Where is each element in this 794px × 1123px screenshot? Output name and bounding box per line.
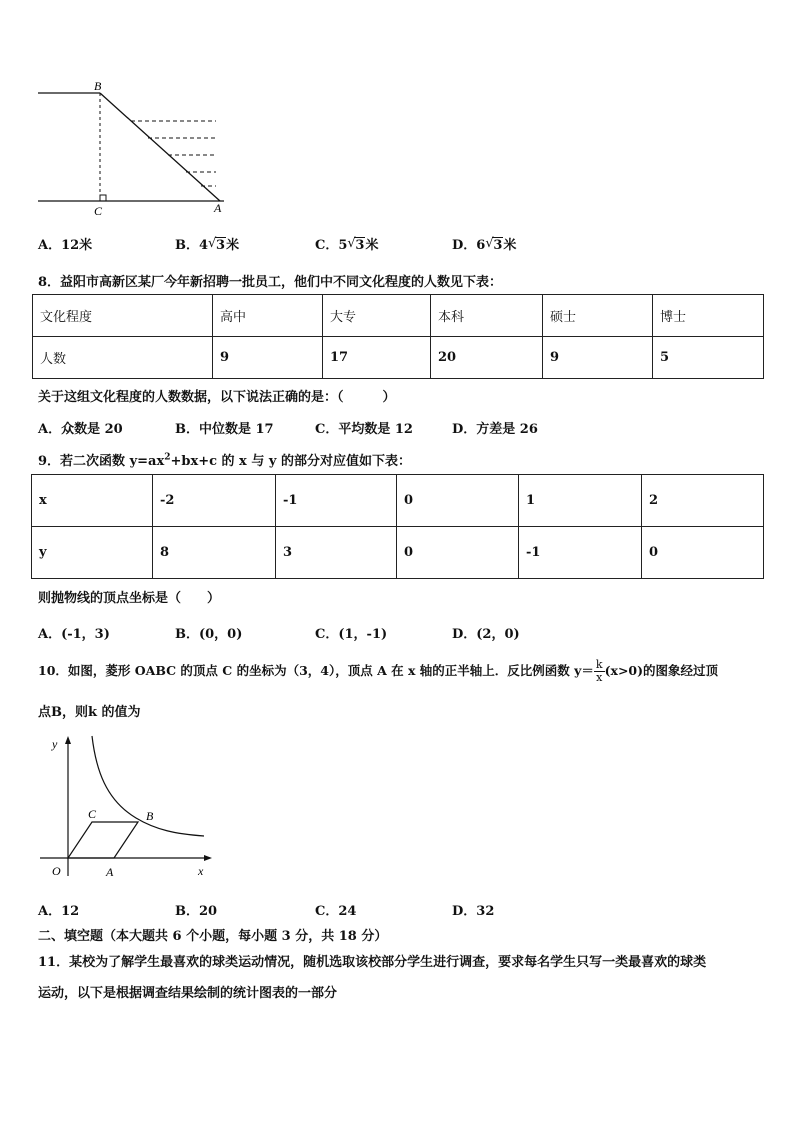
q9-x-cell: 0 — [397, 475, 519, 527]
q10-stem-line2: 点B，则k 的值为 — [38, 705, 141, 720]
q9-x-cell: -1 — [276, 475, 397, 527]
y-axis-arrow — [65, 736, 71, 744]
q10-stem: 10．如图，菱形 OABC 的顶点 C 的坐标为（3，4），顶点 A 在 x 轴的正半轴上．反比例函数 y＝ $\frac{k}{x}$ (x>0)的图象经过顶 — [38, 658, 719, 684]
q8-value-cell: 5 — [653, 337, 764, 379]
q9-y-cell: 8 — [153, 527, 276, 579]
section-2-heading: 二、填空题（本大题共 6 个小题，每小题 3 分，共 18 分） — [38, 929, 388, 944]
q9-question: 则抛物线的顶点坐标是（ ） — [38, 591, 221, 606]
q9-options — [38, 623, 758, 641]
label-A: A — [106, 865, 114, 879]
q9-option-a[interactable]: A．(-1，3) — [38, 627, 110, 642]
q9-y-cell: -1 — [519, 527, 642, 579]
q8-value-cell: 人数 — [33, 337, 213, 379]
x-axis-arrow — [204, 855, 212, 861]
q7-options — [38, 234, 758, 252]
q7-option-b[interactable]: B．4 √ 3米 — [175, 236, 240, 253]
label-C: C — [94, 204, 103, 218]
q10-option-c[interactable]: C．24 — [315, 904, 357, 919]
q8-value-cell: 20 — [431, 337, 543, 379]
q8-option-a[interactable]: A．众数是 20 — [38, 422, 123, 437]
label-y: y — [52, 737, 58, 751]
k-over-x-fraction: $\frac{k}{x}$ — [595, 658, 603, 684]
q8-table — [32, 294, 764, 379]
label-x: x — [198, 864, 204, 878]
q8-option-d[interactable]: D．方差是 26 — [452, 422, 538, 437]
q10-option-a[interactable]: A．12 — [38, 904, 80, 919]
label-B: B — [146, 809, 154, 823]
q7-option-d[interactable]: D．6 √ 3米 — [452, 236, 517, 253]
q8-option-c[interactable]: C．平均数是 12 — [315, 422, 413, 437]
label-O: O — [52, 864, 61, 878]
q8-header-cell: 文化程度 — [33, 295, 213, 337]
slope-figure — [36, 76, 246, 221]
label-A: A — [214, 201, 222, 215]
q9-y-cell: 0 — [397, 527, 519, 579]
q9-stem: 9．若二次函数 $y=ax^2+bx+c$ 的 x 与 y 的部分对应值如下表： — [38, 452, 411, 469]
q10-options — [38, 900, 758, 918]
q9-option-d[interactable]: D．(2，0) — [452, 627, 520, 642]
q10-option-b[interactable]: B．20 — [175, 904, 218, 919]
q7-option-a[interactable]: A．12米 — [38, 238, 93, 253]
q8-value-cell: 17 — [323, 337, 431, 379]
q9-y-cell: 0 — [642, 527, 764, 579]
q11-line2: 运动，以下是根据调查结果绘制的统计图表的一部分 — [38, 986, 338, 1001]
q9-y-cell: 3 — [276, 527, 397, 579]
q9-option-c[interactable]: C．(1，-1) — [315, 627, 388, 642]
right-angle-mark — [100, 195, 106, 201]
q7-option-c[interactable]: C．5 √ 3米 — [315, 236, 379, 253]
q8-question: 关于这组文化程度的人数数据，以下说法正确的是：（ ） — [38, 390, 396, 405]
q9-y-cell: y — [32, 527, 153, 579]
q8-header-cell: 高中 — [213, 295, 323, 337]
q8-options — [38, 418, 758, 436]
q9-x-cell: -2 — [153, 475, 276, 527]
q9-x-cell: 1 — [519, 475, 642, 527]
q8-value-cell: 9 — [213, 337, 323, 379]
label-B: B — [94, 79, 102, 93]
q9-table — [31, 474, 764, 579]
q9-x-cell: 2 — [642, 475, 764, 527]
q8-header-cell: 本科 — [431, 295, 543, 337]
q9-option-b[interactable]: B．(0，0) — [175, 627, 243, 642]
q9-x-cell: x — [32, 475, 153, 527]
q8-header-cell: 硕士 — [543, 295, 653, 337]
q11-line1: 11．某校为了解学生最喜欢的球类运动情况，随机选取该校部分学生进行调查，要求每名学生只写一类最喜欢的球类 — [38, 955, 707, 970]
q8-header-cell: 大专 — [323, 295, 431, 337]
q8-value-cell: 9 — [543, 337, 653, 379]
q8-option-b[interactable]: B．中位数是 17 — [175, 422, 274, 437]
rhombus-hyperbola-figure — [36, 730, 216, 880]
label-C: C — [88, 807, 97, 821]
q8-header-cell: 博士 — [653, 295, 764, 337]
q8-stem: 8．益阳市高新区某厂今年新招聘一批员工，他们中不同文化程度的人数见下表： — [38, 275, 503, 290]
q10-option-d[interactable]: D．32 — [452, 904, 495, 919]
slope-line — [100, 93, 220, 201]
rhombus-OABC — [68, 822, 138, 858]
